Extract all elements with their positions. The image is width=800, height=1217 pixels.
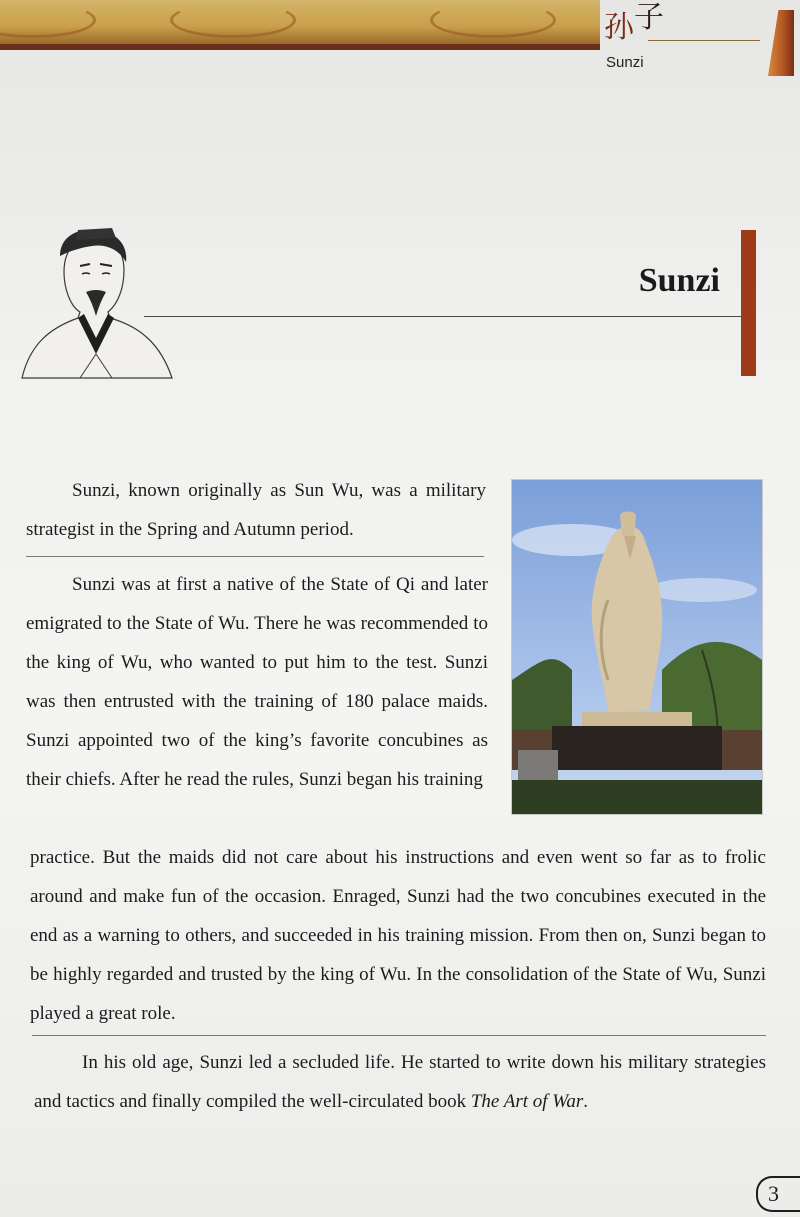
header-rule xyxy=(648,40,760,41)
title-accent-bar xyxy=(741,230,756,376)
header-decorative-band xyxy=(0,0,600,50)
running-header-pinyin: Sunzi xyxy=(606,54,644,71)
paragraph-divider xyxy=(32,1035,766,1036)
paragraph-old-age-end: . xyxy=(583,1091,589,1112)
chinese-char-sun: 孙 xyxy=(604,10,634,45)
cloud-ornament-icon xyxy=(430,2,556,38)
chinese-char-zi: 子 xyxy=(634,0,664,35)
book-title: The Art of War xyxy=(470,1091,584,1112)
cloud-ornament-icon xyxy=(0,2,96,38)
paragraph-divider xyxy=(26,556,484,557)
sunzi-portrait-illustration xyxy=(20,226,176,381)
paragraph-biography-continued: practice. But the maids did not care about his instructions and even went so far as to frolic around and make fun of the occasion. Enraged, Sunzi had the two concubines executed in the end as a warning to others, and succeeded in his training mission. From then on, Sunzi began to be highly regarded and trusted by the king of Wu. In the consolidation of the State of Wu, Sunzi played a great role. xyxy=(30,847,766,1024)
paragraph-old-age-text: In his old age, Sunzi led a secluded life. He started to write down his military strategies and tactics and finally compiled the well-circulated book xyxy=(34,1052,766,1112)
cloud-ornament-icon xyxy=(170,2,296,38)
paragraph-intro: Sunzi, known originally as Sun Wu, was a military strategist in the Spring and Autumn period. xyxy=(26,480,486,540)
page-number: 3 xyxy=(756,1176,800,1212)
corner-tab-ornament xyxy=(768,10,794,76)
paragraph-old-age xyxy=(34,1043,766,1121)
title-rule xyxy=(144,316,742,317)
sunzi-statue-photo xyxy=(511,479,763,815)
section-title: Sunzi xyxy=(638,262,720,299)
paragraph-biography: Sunzi was at first a native of the State of Qi and later emigrated to the State of Wu. There he was recommended to the king of Wu, who wanted to put him to the test. Sunzi was then entrusted with the training of 180 palace maids. Sunzi appointed two of the king’s favorite concubines as their chiefs. After he read the rules, Sunzi began his training xyxy=(26,574,488,790)
